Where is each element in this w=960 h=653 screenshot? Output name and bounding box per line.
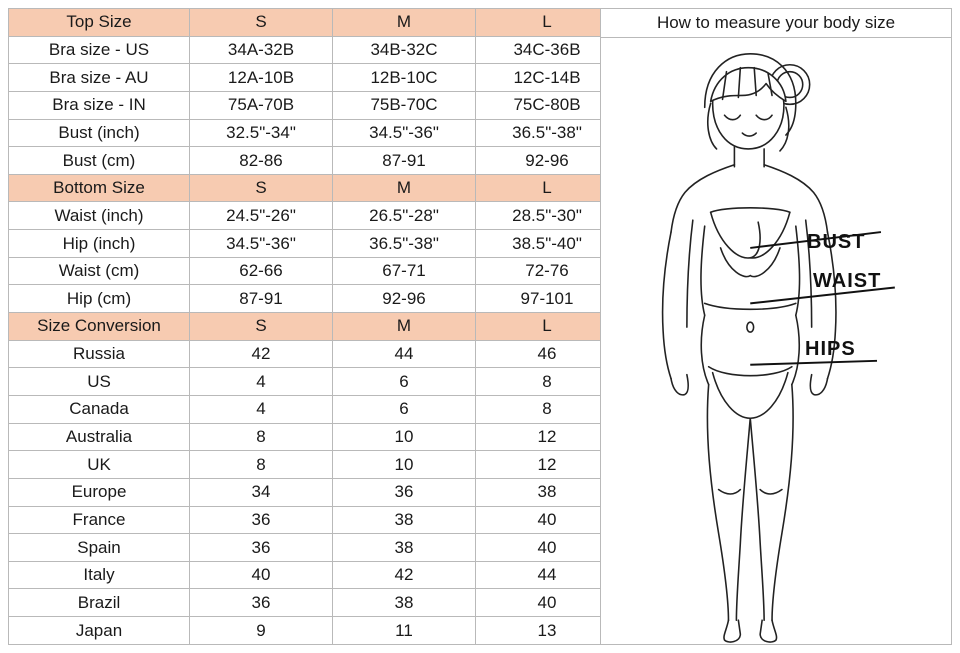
column-header-m: M (333, 9, 476, 37)
row-value-s: 36 (190, 589, 333, 617)
size-table (8, 8, 619, 645)
row-label: UK (9, 451, 190, 479)
row-value-l: 8 (476, 395, 619, 423)
row-value-s: 8 (190, 423, 333, 451)
row-label: Bust (cm) (9, 147, 190, 175)
table-row (9, 368, 619, 396)
row-value-m: 6 (333, 395, 476, 423)
table-row (9, 257, 619, 285)
row-value-m: 11 (333, 617, 476, 645)
table-row (9, 451, 619, 479)
table-row (9, 285, 619, 313)
row-value-l: 92-96 (476, 147, 619, 175)
row-value-l: 97-101 (476, 285, 619, 313)
row-value-l: 12C-14B (476, 64, 619, 92)
row-value-s: 36 (190, 534, 333, 562)
row-value-s: 24.5"-26" (190, 202, 333, 230)
row-value-m: 38 (333, 589, 476, 617)
row-value-l: 12 (476, 423, 619, 451)
table-row (9, 561, 619, 589)
row-value-m: 38 (333, 506, 476, 534)
column-header-m: M (333, 174, 476, 202)
row-value-m: 36.5"-38" (333, 230, 476, 258)
row-label: Hip (cm) (9, 285, 190, 313)
table-row (9, 64, 619, 92)
row-label: Europe (9, 478, 190, 506)
row-value-s: 42 (190, 340, 333, 368)
waist-label: WAIST (813, 270, 882, 292)
row-value-s: 12A-10B (190, 64, 333, 92)
row-value-s: 87-91 (190, 285, 333, 313)
row-value-m: 12B-10C (333, 64, 476, 92)
table-row (9, 589, 619, 617)
row-label: US (9, 368, 190, 396)
row-value-l: 75C-80B (476, 91, 619, 119)
column-header-m: M (333, 313, 476, 341)
row-value-m: 6 (333, 368, 476, 396)
bust-label: BUST (807, 231, 866, 253)
measure-guide-illustration (600, 38, 952, 645)
row-value-l: 38 (476, 478, 619, 506)
row-value-l: 44 (476, 561, 619, 589)
row-value-l: 28.5"-30" (476, 202, 619, 230)
row-value-m: 10 (333, 451, 476, 479)
row-value-l: 72-76 (476, 257, 619, 285)
row-value-m: 26.5"-28" (333, 202, 476, 230)
table-row (9, 534, 619, 562)
section-title: Size Conversion (9, 313, 190, 341)
row-label: Japan (9, 617, 190, 645)
row-value-l: 38.5"-40" (476, 230, 619, 258)
row-value-l: 40 (476, 534, 619, 562)
row-value-s: 36 (190, 506, 333, 534)
row-value-m: 87-91 (333, 147, 476, 175)
row-value-s: 4 (190, 368, 333, 396)
table-row (9, 36, 619, 64)
row-label: Waist (cm) (9, 257, 190, 285)
table-row (9, 423, 619, 451)
table-row (9, 202, 619, 230)
section-title: Bottom Size (9, 174, 190, 202)
row-value-l: 8 (476, 368, 619, 396)
row-value-l: 46 (476, 340, 619, 368)
row-value-s: 34A-32B (190, 36, 333, 64)
row-value-s: 62-66 (190, 257, 333, 285)
table-row (9, 617, 619, 645)
row-value-l: 40 (476, 506, 619, 534)
row-value-m: 92-96 (333, 285, 476, 313)
row-label: Brazil (9, 589, 190, 617)
measure-guide-title: How to measure your body size (600, 8, 952, 38)
row-label: Waist (inch) (9, 202, 190, 230)
column-header-s: S (190, 174, 333, 202)
female-body-figure-icon (601, 38, 951, 644)
row-label: France (9, 506, 190, 534)
row-value-l: 34C-36B (476, 36, 619, 64)
table-row (9, 119, 619, 147)
row-value-m: 34.5"-36" (333, 119, 476, 147)
row-value-m: 10 (333, 423, 476, 451)
row-value-s: 34 (190, 478, 333, 506)
row-value-m: 67-71 (333, 257, 476, 285)
row-value-s: 40 (190, 561, 333, 589)
row-value-l: 40 (476, 589, 619, 617)
row-value-s: 82-86 (190, 147, 333, 175)
table-row (9, 506, 619, 534)
table-row (9, 478, 619, 506)
table-row (9, 340, 619, 368)
table-row (9, 395, 619, 423)
row-value-l: 12 (476, 451, 619, 479)
row-label: Bra size - US (9, 36, 190, 64)
table-row (9, 230, 619, 258)
measure-guide-panel (600, 0, 960, 653)
column-header-s: S (190, 313, 333, 341)
row-value-m: 34B-32C (333, 36, 476, 64)
row-value-s: 9 (190, 617, 333, 645)
row-value-l: 13 (476, 617, 619, 645)
table-section-header-size-conversion (9, 313, 619, 341)
row-label: Bra size - AU (9, 64, 190, 92)
row-value-m: 44 (333, 340, 476, 368)
row-value-l: 36.5"-38" (476, 119, 619, 147)
table-section-header-top-size (9, 9, 619, 37)
column-header-l: L (476, 9, 619, 37)
row-label: Canada (9, 395, 190, 423)
row-value-s: 8 (190, 451, 333, 479)
row-label: Bust (inch) (9, 119, 190, 147)
row-value-s: 32.5"-34" (190, 119, 333, 147)
column-header-l: L (476, 313, 619, 341)
row-value-m: 38 (333, 534, 476, 562)
row-label: Italy (9, 561, 190, 589)
row-value-s: 34.5"-36" (190, 230, 333, 258)
row-value-m: 75B-70C (333, 91, 476, 119)
table-row (9, 147, 619, 175)
row-label: Bra size - IN (9, 91, 190, 119)
row-value-s: 4 (190, 395, 333, 423)
row-label: Russia (9, 340, 190, 368)
table-row (9, 91, 619, 119)
column-header-s: S (190, 9, 333, 37)
row-value-m: 42 (333, 561, 476, 589)
column-header-l: L (476, 174, 619, 202)
section-title: Top Size (9, 9, 190, 37)
row-label: Australia (9, 423, 190, 451)
row-label: Hip (inch) (9, 230, 190, 258)
row-value-s: 75A-70B (190, 91, 333, 119)
row-value-m: 36 (333, 478, 476, 506)
row-label: Spain (9, 534, 190, 562)
hips-label: HIPS (805, 338, 856, 360)
table-section-header-bottom-size (9, 174, 619, 202)
